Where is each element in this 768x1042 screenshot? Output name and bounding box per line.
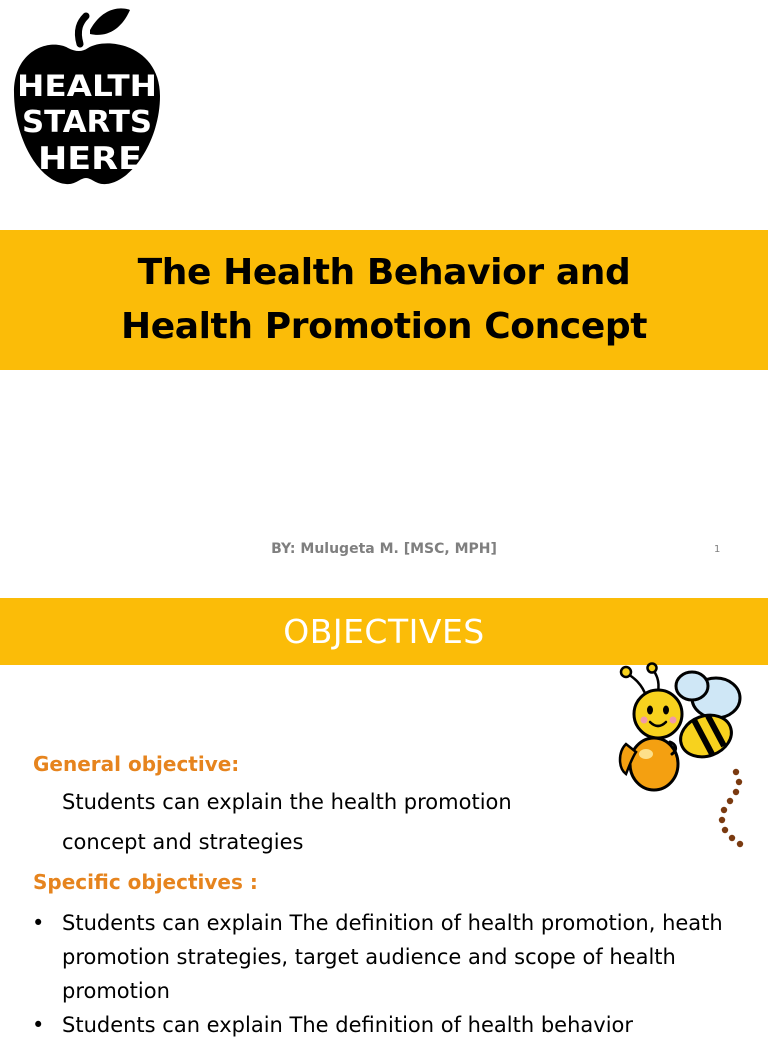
author-credit: BY: Mulugeta M. [MSC, MPH] [271, 541, 497, 557]
specific-objectives-list [30, 906, 730, 1042]
logo-line-3: HERE [38, 141, 142, 177]
logo-line-1: HEALTH [17, 69, 157, 103]
specific-objectives-heading: Specific objectives : [33, 870, 258, 894]
objectives-title: OBJECTIVES [283, 612, 485, 651]
health-starts-here-logo [10, 4, 164, 188]
list-item [30, 1008, 730, 1042]
general-objective-line-1: Students can explain the health promotion [62, 790, 512, 814]
slide-title-line-2: Health Promotion Concept [120, 306, 648, 347]
bullet-icon: • [32, 911, 45, 935]
objectives-band [0, 598, 768, 665]
bee-with-honey-pot-icon [608, 664, 758, 849]
bullet-icon: • [32, 1013, 45, 1037]
list-item-text: Students can explain The definition of health promotion, heath promotion strategies, target audience and scope of health promotion [62, 911, 723, 1003]
general-objective-line-2: concept and strategies [62, 830, 304, 854]
list-item [30, 906, 730, 1008]
title-band [0, 230, 768, 370]
logo-line-2: STARTS [22, 105, 152, 140]
slide-2 [0, 576, 768, 1037]
general-objective-heading: General objective: [33, 752, 240, 776]
slide-title-line-1: The Health Behavior and [137, 252, 631, 293]
page-number: 1 [714, 544, 721, 555]
list-item-text: Students can explain The definition of health behavior [62, 1013, 634, 1037]
